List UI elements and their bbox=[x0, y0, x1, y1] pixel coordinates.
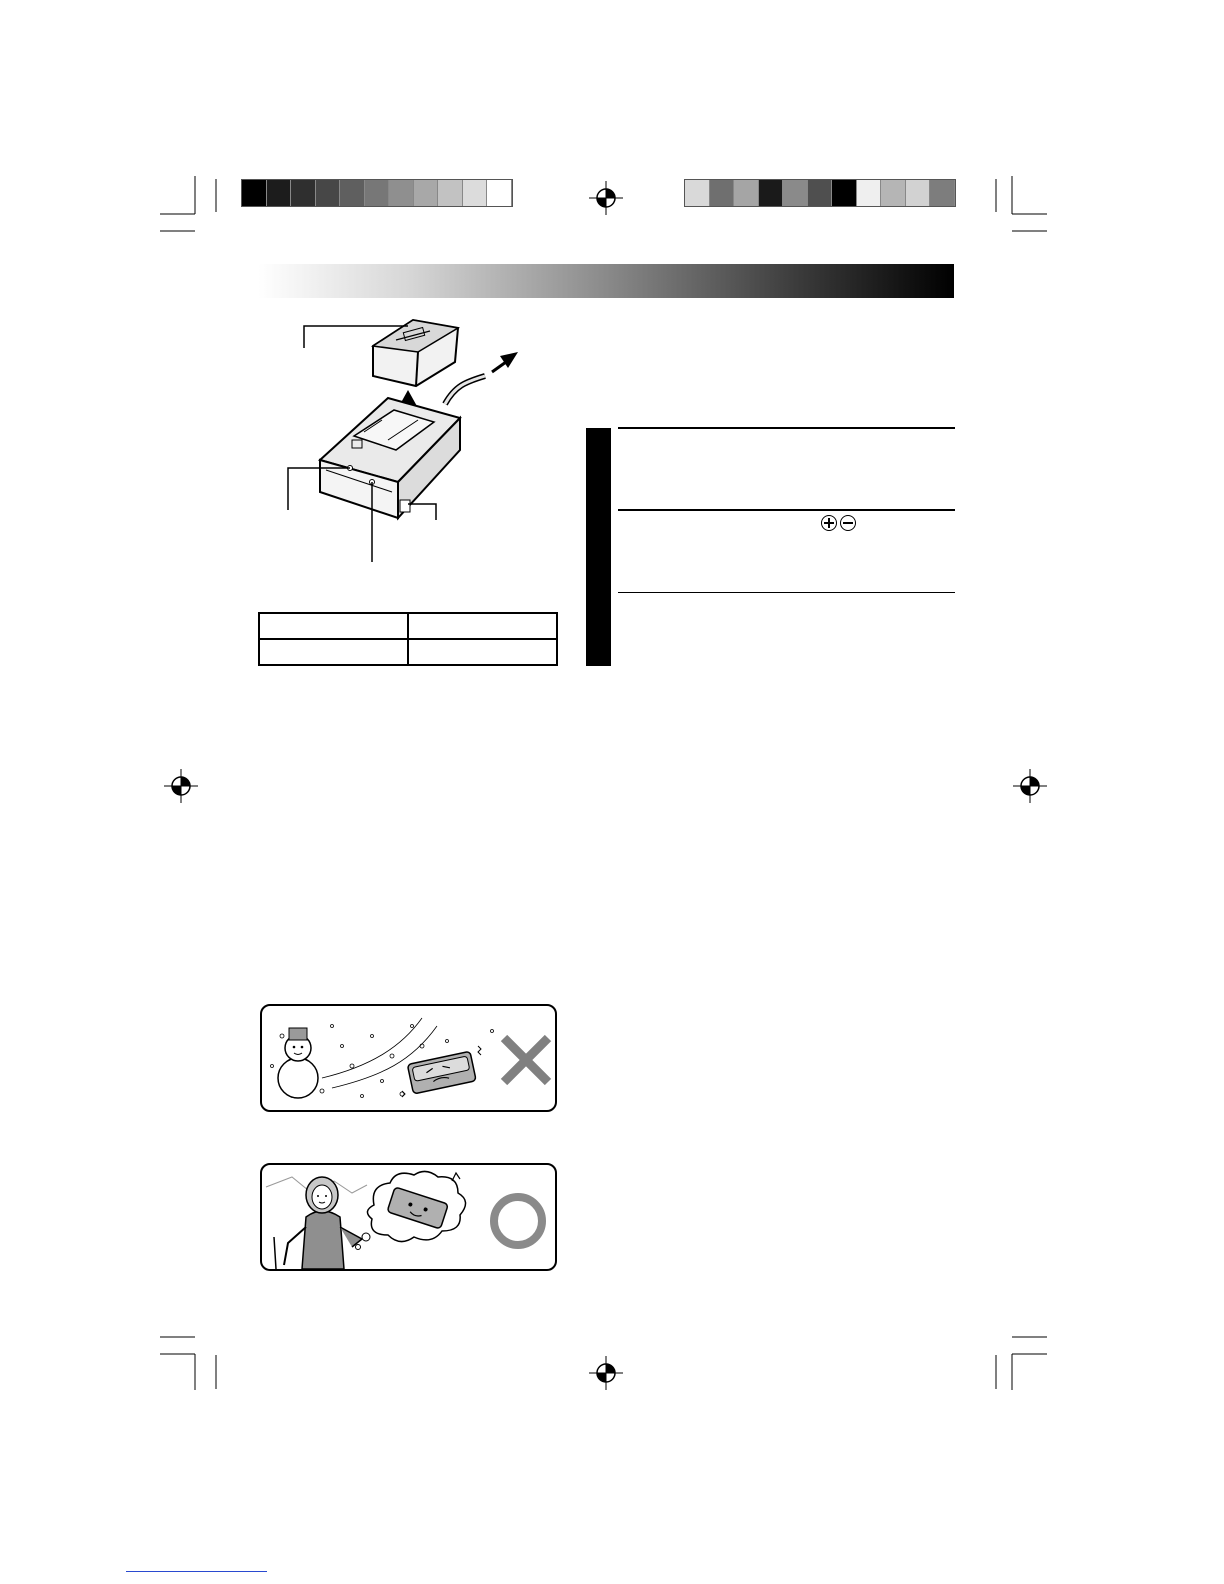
registration-target-left bbox=[164, 769, 198, 803]
callout-dc-out bbox=[408, 504, 436, 520]
skier-battery-drawing bbox=[262, 1165, 555, 1269]
gray-swatch bbox=[242, 180, 267, 206]
section-side-tab bbox=[586, 428, 611, 666]
table-row bbox=[259, 639, 557, 665]
table-row bbox=[259, 613, 557, 639]
gray-swatch bbox=[389, 180, 414, 206]
battery-pack-drawing bbox=[373, 320, 458, 386]
registration-target-bottom bbox=[589, 1356, 623, 1390]
plus-terminal-icon bbox=[821, 515, 837, 531]
crop-mark-bottom-left bbox=[160, 1333, 220, 1393]
snowman-battery-drawing bbox=[262, 1006, 555, 1110]
gray-swatch bbox=[832, 180, 857, 206]
gray-swatch bbox=[710, 180, 735, 206]
table-cell bbox=[259, 613, 408, 639]
step-3-rule bbox=[618, 592, 955, 593]
minus-terminal-icon bbox=[840, 515, 856, 531]
crop-mark-bottom-right bbox=[990, 1333, 1050, 1393]
gray-swatch bbox=[365, 180, 390, 206]
gray-swatch bbox=[930, 180, 955, 206]
step-1-rule bbox=[618, 427, 955, 429]
gray-swatch bbox=[340, 180, 365, 206]
crop-mark-top-left bbox=[160, 176, 220, 236]
correct-circle-icon bbox=[494, 1197, 542, 1245]
grayscale-bar-left bbox=[241, 179, 513, 207]
gray-swatch bbox=[783, 180, 808, 206]
charger-base-drawing bbox=[320, 398, 460, 518]
gray-swatch bbox=[487, 180, 512, 206]
cold-weather-illustration bbox=[260, 1004, 557, 1112]
table-cell bbox=[408, 613, 557, 639]
charging-time-table bbox=[258, 612, 558, 666]
battery-terminal-symbols bbox=[821, 515, 856, 531]
gray-swatch bbox=[291, 180, 316, 206]
gray-swatch bbox=[759, 180, 784, 206]
crop-mark-top-right bbox=[990, 176, 1050, 236]
grayscale-bar-right bbox=[684, 179, 956, 207]
gray-swatch bbox=[881, 180, 906, 206]
gray-swatch bbox=[906, 180, 931, 206]
incorrect-x-icon bbox=[504, 1038, 548, 1082]
battery-charger-figure bbox=[270, 306, 560, 576]
step-2-rule bbox=[618, 509, 955, 511]
gray-swatch bbox=[685, 180, 710, 206]
gray-swatch bbox=[267, 180, 292, 206]
gray-swatch bbox=[414, 180, 439, 206]
gray-swatch bbox=[857, 180, 882, 206]
registration-target-top bbox=[589, 181, 623, 215]
gray-swatch bbox=[463, 180, 488, 206]
table-cell bbox=[408, 639, 557, 665]
gray-swatch bbox=[734, 180, 759, 206]
section-header-band bbox=[258, 264, 954, 298]
registration-target-right bbox=[1013, 769, 1047, 803]
gray-swatch bbox=[316, 180, 341, 206]
table-cell bbox=[259, 639, 408, 665]
warm-pocket-illustration bbox=[260, 1163, 557, 1271]
gray-swatch bbox=[438, 180, 463, 206]
gray-swatch bbox=[808, 180, 833, 206]
footer-underline bbox=[126, 1571, 267, 1572]
